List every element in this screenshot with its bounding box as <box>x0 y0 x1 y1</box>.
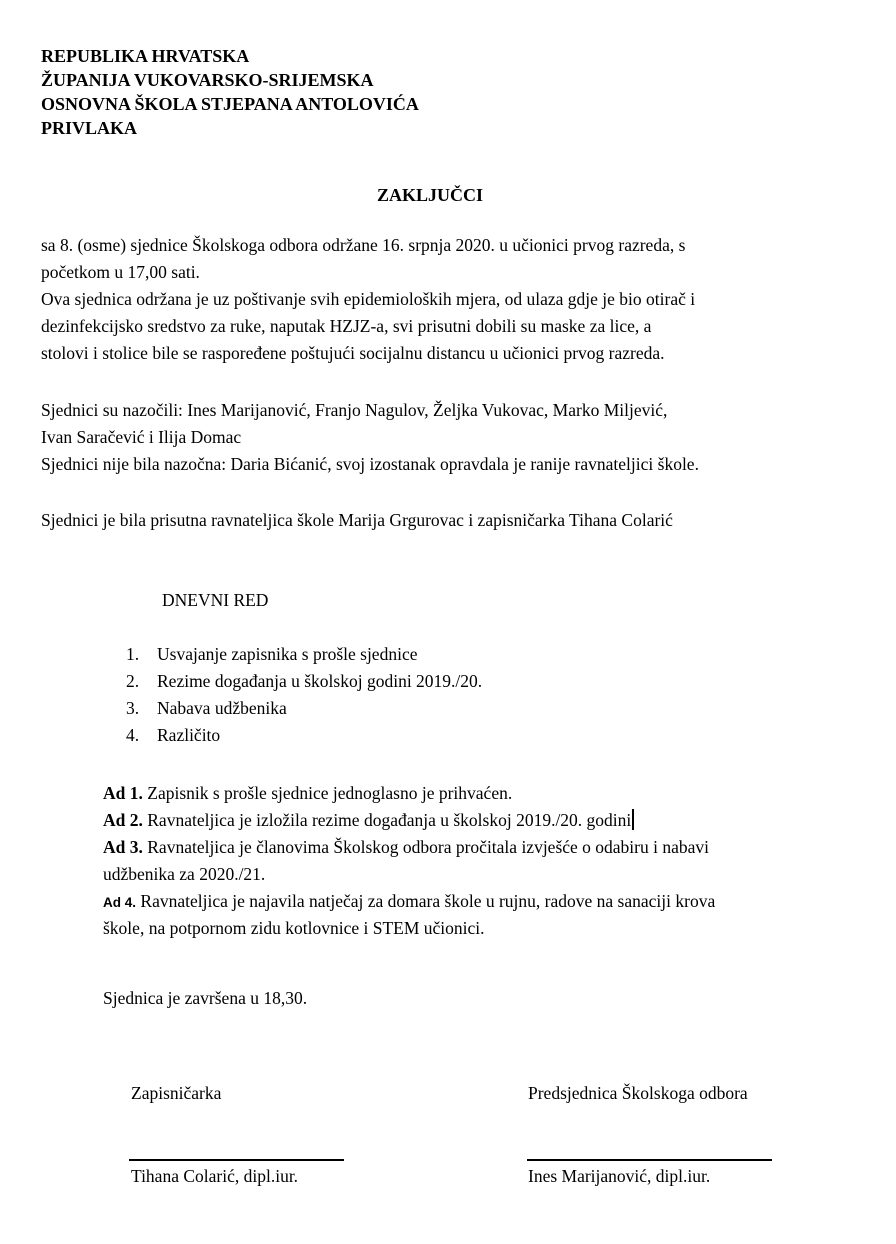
ad-1-text: Zapisnik s prošle sjednice jednoglasno je prihvaćen. <box>142 783 513 803</box>
present-line: Sjednici je bila prisutna ravnateljica škole Marija Grgurovac i zapisničarka Tihana Colarić <box>41 510 673 530</box>
agenda-item-number: 2. <box>126 671 140 691</box>
agenda-item <box>126 644 417 665</box>
agenda-item-text: Različito <box>157 725 221 745</box>
right-signature-line <box>527 1159 772 1161</box>
ad-4-continuation: škole, na potpornom zidu kotlovnice i STEM učionici. <box>103 918 485 938</box>
header-county: ŽUPANIJA VUKOVARSKO-SRIJEMSKA <box>41 70 374 90</box>
left-signature-role: Zapisničarka <box>131 1083 222 1103</box>
ad-3-text: Ravnateljica je članovima Školskog odbora pročitala izvješće o odabiru i nabavi <box>142 837 710 857</box>
intro-line-1: sa 8. (osme) sjednice Školskoga odbora održane 16. srpnja 2020. u učionici prvog razreda, s <box>41 235 686 255</box>
ad-2-text: Ravnateljica je izložila rezime događanja u školskoj 2019./20. godini <box>142 810 632 830</box>
document-title: ZAKLJUČCI <box>376 185 483 205</box>
intro-line-2: početkom u 17,00 sati. <box>41 262 200 282</box>
agenda-item-text: Usvajanje zapisnika s prošle sjednice <box>157 644 418 664</box>
ad-4-label: Ad 4. <box>103 895 137 910</box>
ad-3-label: Ad 3. <box>103 837 143 857</box>
ad-4 <box>103 888 715 916</box>
agenda-item <box>126 725 220 746</box>
ad-1 <box>103 780 512 807</box>
header-school: OSNOVNA ŠKOLA STJEPANA ANTOLOVIĆA <box>41 94 419 114</box>
ad-3 <box>103 834 709 861</box>
header-republic: REPUBLIKA HRVATSKA <box>41 46 250 66</box>
agenda-heading: DNEVNI RED <box>162 590 269 610</box>
closing-line: Sjednica je završena u 18,30. <box>103 988 308 1008</box>
ad-1-label: Ad 1. <box>103 783 143 803</box>
agenda-item <box>126 671 482 692</box>
ad-2-label: Ad 2. <box>103 810 143 830</box>
left-signature-name: Tihana Colarić, dipl.iur. <box>131 1166 299 1186</box>
right-signature-name: Ines Marijanović, dipl.iur. <box>528 1166 711 1186</box>
ad-2 <box>103 807 634 834</box>
ad-4-text: Ravnateljica je najavila natječaj za domara škole u rujnu, radove na sanaciji krova <box>136 891 716 911</box>
ad-3-continuation: udžbenika za 2020./21. <box>103 864 266 884</box>
agenda-item <box>126 698 287 719</box>
intro-line-5: stolovi i stolice bile se raspoređene poštujući socijalnu distancu u učionici prvog razreda. <box>41 343 665 363</box>
text-cursor <box>632 809 634 830</box>
right-signature-role: Predsjednica Školskoga odbora <box>528 1083 748 1103</box>
attendance-line-2: Ivan Saračević i Ilija Domac <box>41 427 242 447</box>
attendance-line-1: Sjednici su nazočili: Ines Marijanović, Franjo Nagulov, Željka Vukovac, Marko Miljević, <box>41 400 668 420</box>
intro-line-4: dezinfekcijsko sredstvo za ruke, naputak HZJZ-a, svi prisutni dobili su maske za lice, a <box>41 316 652 336</box>
agenda-item-text: Nabava udžbenika <box>157 698 287 718</box>
header-town: PRIVLAKA <box>41 118 138 138</box>
agenda-item-text: Rezime događanja u školskoj godini 2019./20. <box>157 671 483 691</box>
left-signature-line <box>129 1159 344 1161</box>
agenda-item-number: 4. <box>126 725 140 745</box>
intro-line-3: Ova sjednica održana je uz poštivanje svih epidemioloških mjera, od ulaza gdje je bio otirač i <box>41 289 696 309</box>
agenda-item-number: 1. <box>126 644 140 664</box>
agenda-item-number: 3. <box>126 698 140 718</box>
absence-line: Sjednici nije bila nazočna: Daria Bićanić, svoj izostanak opravdala je ranije ravnateljici škole. <box>41 454 699 474</box>
